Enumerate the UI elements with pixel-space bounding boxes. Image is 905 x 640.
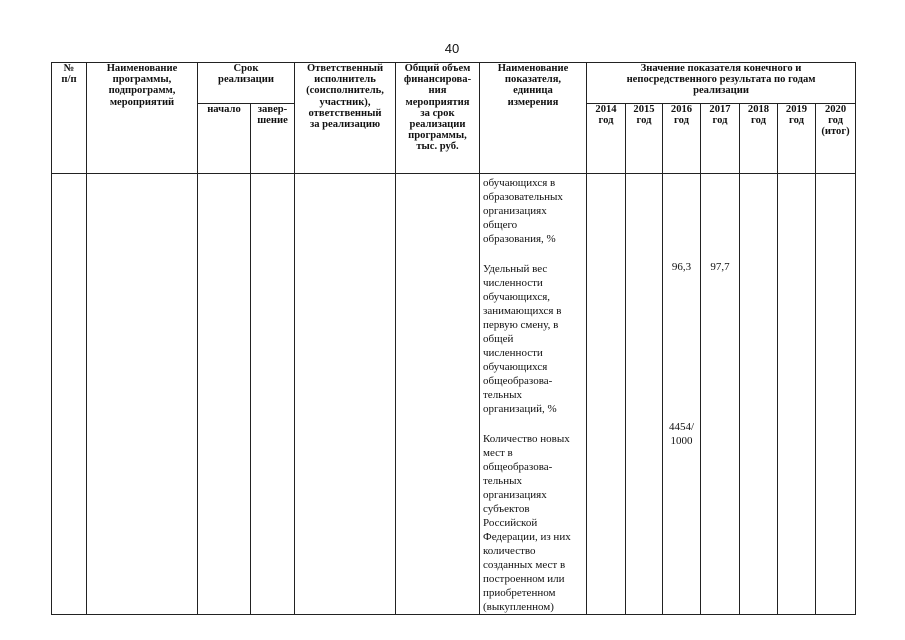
header-year-2014: 2014 год <box>587 104 626 174</box>
header-year-2017: 2017 год <box>701 104 740 174</box>
cell-year-2014 <box>587 174 626 615</box>
value-2017-indicator-2: 97,7 <box>710 261 730 273</box>
table-row <box>52 174 856 615</box>
value-2016-indicator-3: 4454/ 1000 <box>668 421 695 447</box>
header-term: Срок реализации <box>198 63 295 104</box>
header-year-2015: 2015 год <box>626 104 663 174</box>
cell-year-2015 <box>626 174 663 615</box>
cell-program-name <box>87 174 198 615</box>
header-year-2020: 2020 год (итог) <box>816 104 856 174</box>
value-2016-indicator-2: 96,3 <box>671 261 692 273</box>
indicator-2: Удельный вес численности обучающихся, занимающихся в первую смену, в общей численности обучающихся общеобразова- тельных организаций, % <box>483 263 562 415</box>
cell-term-end <box>251 174 295 615</box>
header-program-name: Наименование программы, подпрограмм, мероприятий <box>87 63 198 174</box>
cell-term-start <box>198 174 251 615</box>
indicator-1: обучающихся в образовательных организациях общего образования, % <box>483 177 563 245</box>
header-row-top <box>52 63 856 104</box>
cell-indicators <box>480 174 587 615</box>
cell-year-2016 <box>663 174 701 615</box>
header-responsible: Ответственный исполнитель (соисполнитель, участник), ответственный за реализацию <box>295 63 396 174</box>
header-year-2016: 2016 год <box>663 104 701 174</box>
header-term-start: начало <box>198 104 251 174</box>
cell-year-2018 <box>740 174 778 615</box>
cell-responsible <box>295 174 396 615</box>
page-number: 40 <box>444 41 460 56</box>
header-year-2018: 2018 год <box>740 104 778 174</box>
header-values-group: Значение показателя конечного и непосредственного результата по годам реализации <box>587 63 856 104</box>
header-year-2019: 2019 год <box>778 104 816 174</box>
cell-year-2020 <box>816 174 856 615</box>
header-funding: Общий объем финансирова- ния мероприятия за срок реализации программы, тыс. руб. <box>396 63 480 174</box>
indicator-3: Количество новых мест в общеобразова- тельных организациях субъектов Российской Федерации, из них количество созданных мест в построенном или приобретенном (выкупленном) <box>483 433 571 613</box>
cell-funding <box>396 174 480 615</box>
header-term-end: завер- шение <box>251 104 295 174</box>
header-num: № п/п <box>52 63 87 174</box>
program-table <box>51 62 856 615</box>
cell-year-2017 <box>701 174 740 615</box>
cell-num <box>52 174 87 615</box>
header-indicator: Наименование показателя, единица измерения <box>480 63 587 174</box>
cell-year-2019 <box>778 174 816 615</box>
